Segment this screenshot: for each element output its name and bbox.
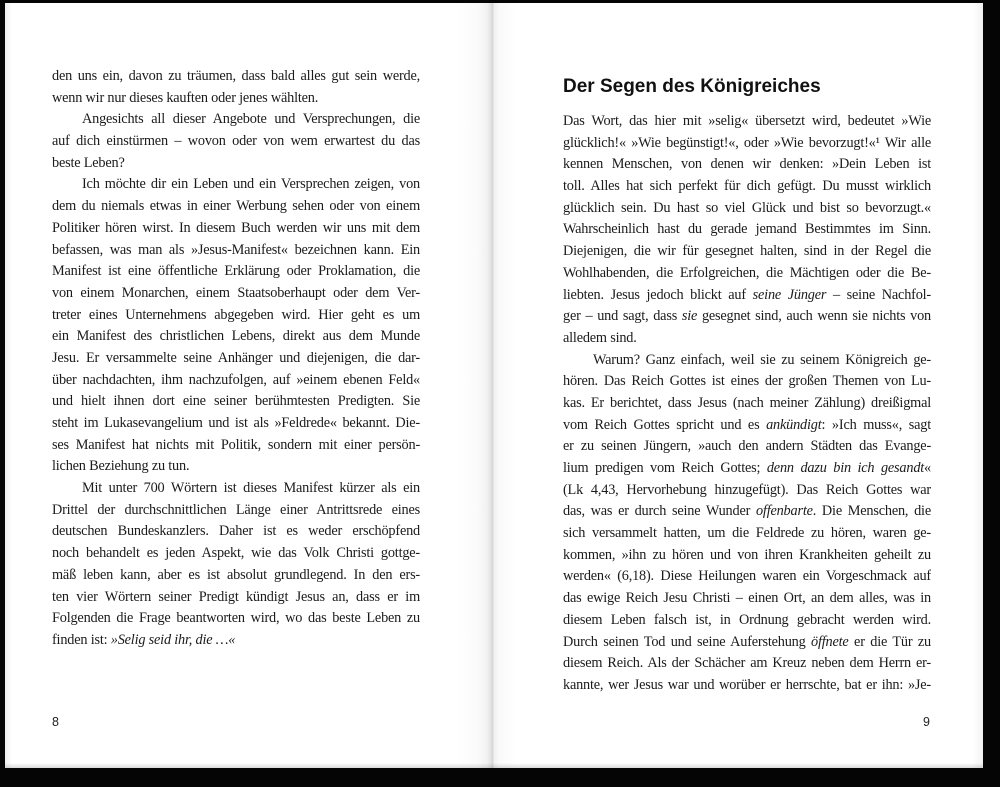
paragraph xyxy=(52,174,420,478)
text-segment: Mit unter 700 Wörtern ist dieses Manifest kürzer als ein xyxy=(82,480,420,497)
text-segment: liebten. Jesus jedoch blickt auf xyxy=(563,286,753,303)
text-segment: Ich möchte dir ein Leben und ein Versprechen zeigen, von xyxy=(82,176,420,193)
page-left xyxy=(5,3,492,768)
text-segment: diesem Reich. Als der Schächer am Kreuz neben dem Herrn er- xyxy=(563,655,931,672)
italic-text-segment: »Selig seid ihr, die …« xyxy=(110,631,236,648)
text-line xyxy=(563,675,931,697)
text-segment: Wohlhabenden, die Erfolgreichen, die Mächtigen oder die Be- xyxy=(563,264,931,281)
text-line xyxy=(52,630,420,652)
text-line xyxy=(52,261,420,283)
text-line xyxy=(563,350,931,372)
text-segment: Warum? Ganz einfach, weil sie zu seinem Königreich ge- xyxy=(593,351,931,368)
text-line xyxy=(563,198,931,220)
text-segment: noch behandelt es jeden Aspekt, wie das Volk Christi gottge- xyxy=(52,545,420,562)
text-line xyxy=(52,500,420,522)
text-segment: glücklich!« »Wie begünstigt!«, oder »Wie bevorzugt!«¹ Wir alle xyxy=(563,134,931,151)
text-segment: deutschen Bundeskanzlers. Daher ist es weder erschöpfend xyxy=(52,523,420,540)
italic-text-segment: offenbarte xyxy=(755,503,813,520)
text-segment: Folgenden die Frage beantworten wird, wo das beste Leben zu xyxy=(52,610,420,627)
text-line xyxy=(52,413,420,435)
text-line xyxy=(563,285,931,307)
text-line xyxy=(52,218,420,240)
text-line xyxy=(52,478,420,500)
text-segment: hören. Das Reich Gottes ist eines der großen Themen von Lu- xyxy=(563,373,931,390)
text-line xyxy=(52,435,420,457)
text-segment: und hielt ihnen dort eine seiner berühmtesten Predigten. Sie xyxy=(52,393,420,410)
text-segment: Politiker hören wirst. In diesem Buch werden wir uns mit dem xyxy=(52,219,420,236)
body-text-left xyxy=(52,66,420,652)
section-heading: Der Segen des Königreiches xyxy=(563,76,821,97)
text-line xyxy=(52,109,420,131)
text-segment: befassen, was man als »Jesus-Manifest« bezeichnen kann. Ein xyxy=(52,241,420,258)
text-line xyxy=(563,480,931,502)
text-segment: Diejenigen, die wir für gesegnet halten, sind in der Regel die xyxy=(563,243,931,260)
text-segment: ses Manifest hat nichts mit Politik, sondern mit einer persön- xyxy=(52,436,420,453)
text-segment: kas. Er berichtet, dass Jesus (nach meiner Zählung) dreißigmal xyxy=(563,394,931,411)
paragraph xyxy=(52,66,420,109)
body-text-right xyxy=(563,66,931,697)
text-line xyxy=(563,566,931,588)
text-segment: kommen, »ihn zu hören und von ihren Krankheiten geheilt zu xyxy=(563,546,931,563)
text-line xyxy=(563,176,931,198)
text-segment: Drittel der durchschnittlichen Länge einer Antrittsrede eines xyxy=(52,501,420,518)
text-segment: (Lk 4,43, Hervorhebung hinzugefügt). Das Reich Gottes war xyxy=(563,481,931,498)
text-line xyxy=(563,632,931,654)
text-segment: wenn wir nur dieses kauften oder jenes wählten. xyxy=(52,89,319,106)
text-line xyxy=(563,653,931,675)
text-segment: Jesu. Er versammelte seine Anhänger und diejenigen, die dar- xyxy=(52,349,420,366)
text-line xyxy=(563,393,931,415)
text-segment: steht im Lukasevangelium und ist als »Feldrede« bekannt. Die- xyxy=(52,415,420,431)
text-segment: treter eines Unternehmens abgegeben wird. Hier geht es um xyxy=(52,306,420,323)
text-segment: Angesichts all dieser Angebote und Versprechungen, die xyxy=(82,111,420,128)
text-segment: ein Manifest des christlichen Lebens, direkt aus dem Munde xyxy=(52,328,420,345)
text-segment: toll. Alles hat sich perfekt für dich gefügt. Du musst wirklich xyxy=(563,178,931,195)
text-segment: « xyxy=(924,460,931,476)
text-segment: Das Wort, das hier mit »selig« übersetzt wird, bedeutet »Wie xyxy=(563,113,931,129)
right-paragraphs xyxy=(563,111,931,697)
text-segment: – seine Nachfol- xyxy=(826,286,931,303)
book-spread xyxy=(5,3,983,768)
text-line xyxy=(563,523,931,545)
text-line xyxy=(563,501,931,523)
paragraph xyxy=(563,111,931,350)
text-segment: sich versammelt hatten, um die Feldrede zu hören, waren ge- xyxy=(563,525,931,542)
text-line xyxy=(52,521,420,543)
page-right xyxy=(492,3,983,768)
text-line xyxy=(52,456,420,478)
text-line xyxy=(563,241,931,263)
text-segment: von einem Monarchen, einem Staatsoberhaupt oder dem Ver- xyxy=(52,284,420,301)
paragraph xyxy=(52,478,420,652)
text-line xyxy=(52,66,420,88)
text-line xyxy=(563,328,931,350)
text-line xyxy=(52,348,420,370)
text-segment: kennen Menschen, von denen wir denken: »Dein Leben ist xyxy=(563,156,931,173)
text-line xyxy=(563,133,931,155)
text-segment: beste Leben? xyxy=(52,154,125,171)
text-line xyxy=(52,174,420,196)
page-number-right: 9 xyxy=(923,715,930,729)
text-line xyxy=(563,371,931,393)
text-line xyxy=(52,587,420,609)
text-line xyxy=(52,196,420,218)
text-line xyxy=(52,326,420,348)
text-line xyxy=(52,391,420,413)
italic-text-segment: ankündigt xyxy=(766,416,822,433)
text-segment: kannte, wer Jesus war und worüber er herrschte, bat er ihn: »Je- xyxy=(563,676,931,693)
text-line xyxy=(563,263,931,285)
italic-text-segment: öffnete xyxy=(811,633,849,650)
paragraph xyxy=(563,350,931,697)
text-line xyxy=(52,283,420,305)
text-line xyxy=(52,88,420,110)
text-segment: : »Ich muss«, sagt xyxy=(821,416,931,433)
text-segment: alledem sind. xyxy=(563,329,637,346)
text-line xyxy=(52,305,420,327)
italic-text-segment: denn dazu bin ich gesandt xyxy=(766,460,925,476)
italic-text-segment: sie xyxy=(681,308,698,325)
text-line xyxy=(563,610,931,632)
text-segment: ten vier Wörtern seiner Predigt kündigt Jesus an, dass er im xyxy=(52,588,420,605)
text-segment: Manifest ist eine öffentliche Erklärung oder Proklamation, die xyxy=(52,263,420,280)
text-segment: auf dich einstürmen – wovon oder von wem erwartest du das xyxy=(52,133,420,150)
text-line xyxy=(563,111,931,133)
text-segment: . Die Menschen, die xyxy=(812,503,931,520)
text-segment: er die Tür zu xyxy=(848,633,931,650)
text-line xyxy=(563,588,931,610)
text-segment: dem du niemals etwas in einer Werbung sehen oder von einem xyxy=(52,198,420,215)
text-line xyxy=(563,545,931,567)
text-line xyxy=(52,153,420,175)
text-segment: ger – und sagt, dass xyxy=(563,308,682,325)
text-line xyxy=(563,415,931,437)
text-segment: lium predigen vom Reich Gottes; xyxy=(563,460,767,476)
text-segment: werden« (6,18). Diese Heilungen waren ein Vorgeschmack auf xyxy=(563,568,931,585)
text-line xyxy=(563,436,931,458)
text-line xyxy=(563,306,931,328)
text-line xyxy=(52,608,420,630)
text-segment: gesegnet sind, auch wenn sie nichts von xyxy=(697,308,931,325)
text-line xyxy=(563,154,931,176)
text-segment: Wahrscheinlich hast du gerade jemand Bestimmtes im Sinn. xyxy=(563,221,931,238)
text-segment: glücklich sein. Du hast so viel Glück und bist so bevorzugt.« xyxy=(563,199,931,216)
page-number-left: 8 xyxy=(52,715,59,729)
text-line xyxy=(52,565,420,587)
text-line xyxy=(52,240,420,262)
text-segment: er zu seinen Jüngern, »auch den andern Städten das Evange- xyxy=(563,438,931,455)
text-line xyxy=(563,458,931,480)
text-line xyxy=(52,131,420,153)
text-line xyxy=(52,543,420,565)
text-segment: vom Reich Gottes spricht und es xyxy=(563,416,767,433)
text-segment: mäß leben kann, aber es ist absolut grundlegend. In den ers- xyxy=(52,566,420,583)
text-segment: das ewige Reich Jesu Christi – einen Ort, an dem alles, was in xyxy=(563,590,931,607)
text-segment: das, was er durch seine Wunder xyxy=(563,503,756,520)
text-segment: finden ist: xyxy=(52,631,111,648)
italic-text-segment: seine Jünger xyxy=(752,286,827,303)
text-line xyxy=(563,219,931,241)
text-segment: lichen Beziehung zu tun. xyxy=(52,458,190,475)
text-segment: den uns ein, davon zu träumen, dass bald alles gut sein werde, xyxy=(52,68,420,84)
paragraph xyxy=(52,109,420,174)
text-segment: Durch seinen Tod und seine Auferstehung xyxy=(563,633,812,650)
text-segment: über nachdachten, ihm nachzufolgen, auf »einem ebenen Feld« xyxy=(52,371,420,388)
text-segment: diesem Leben falsch ist, in Ordnung gebracht werden wird. xyxy=(563,611,931,628)
text-line xyxy=(52,370,420,392)
